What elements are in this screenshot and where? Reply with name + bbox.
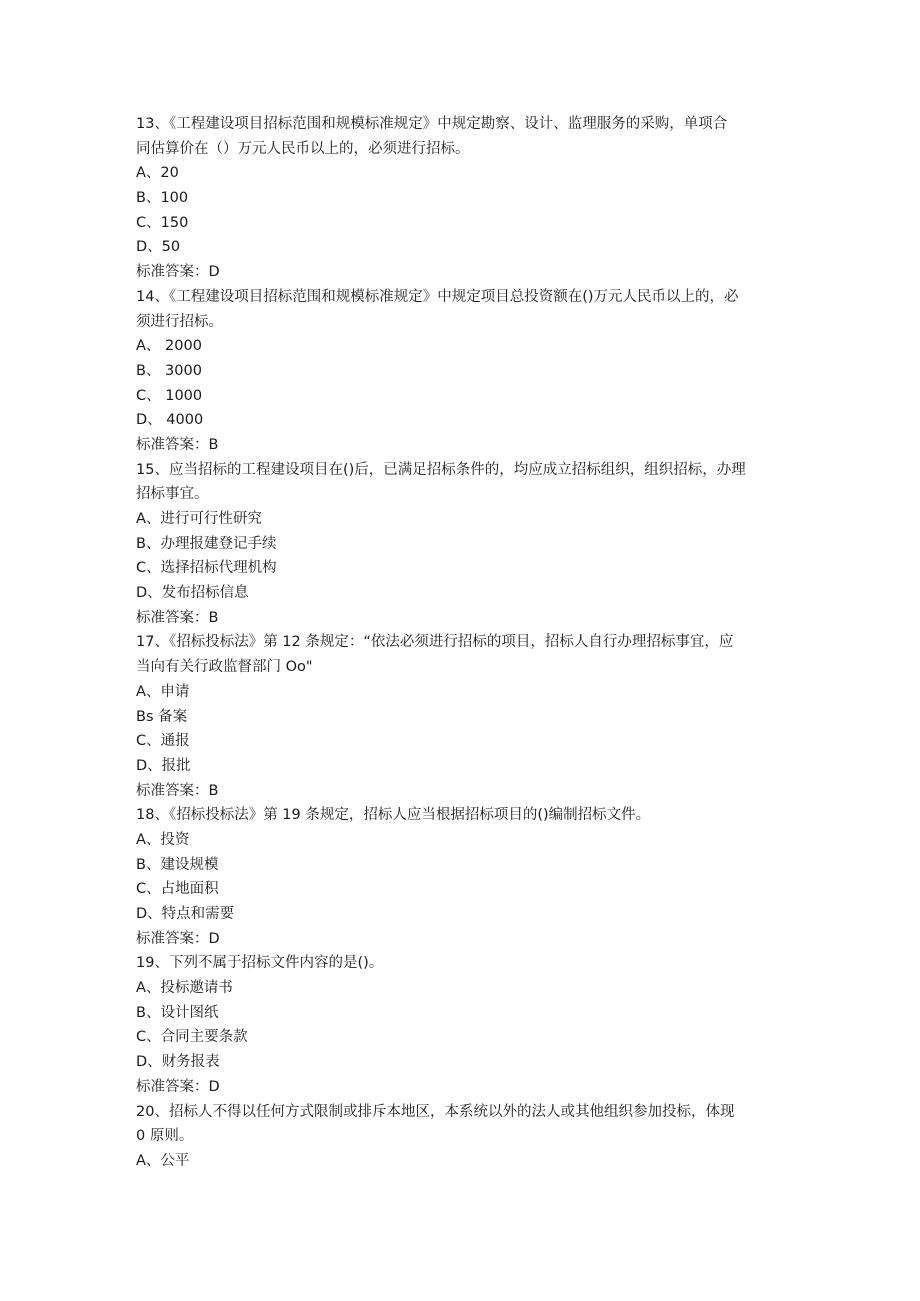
- question-text-line: 14、《工程建设项目招标范围和规模标准规定》中规定项目总投资额在()万元人民币以上的，必: [136, 288, 739, 305]
- question-text-line: 13、《工程建设项目招标范围和规模标准规定》中规定勘察、设计、监理服务的采购，单项合: [136, 116, 728, 132]
- option-c: C、占地面积: [136, 881, 219, 898]
- option-b: B、建设规模: [136, 856, 219, 873]
- standard-answer: 标准答案：D: [136, 1078, 220, 1095]
- question-14: [136, 285, 786, 458]
- option-b: Bs 备案: [136, 708, 188, 725]
- question-text-line: 18、《招标投标法》第 19 条规定，招标人应当根据招标项目的()编制招标文件。: [136, 807, 651, 824]
- option-a: A、投标邀请书: [136, 980, 233, 997]
- option-a: A、申请: [136, 683, 190, 700]
- standard-answer: 标准答案：D: [136, 930, 220, 947]
- document-page: [136, 112, 786, 1174]
- question-17: [136, 630, 786, 803]
- option-d: D、报批: [136, 757, 191, 774]
- option-d: D、 4000: [136, 412, 204, 429]
- option-a: A、投资: [136, 831, 190, 848]
- question-19: [136, 951, 786, 1099]
- option-a: A、20: [136, 165, 179, 182]
- standard-answer: 标准答案：B: [136, 436, 219, 453]
- question-text-line: 0 原则。: [136, 1128, 194, 1145]
- option-c: C、通报: [136, 733, 190, 750]
- question-text-line: 当向有关行政监督部门 Oo": [136, 659, 313, 676]
- option-c: C、合同主要条款: [136, 1029, 248, 1046]
- question-text-line: 须进行招标。: [136, 313, 223, 330]
- option-a: A、 2000: [136, 338, 202, 355]
- question-20: [136, 1100, 786, 1174]
- standard-answer: 标准答案：B: [136, 609, 219, 626]
- question-text-line: 17、《招标投标法》第 12 条规定：“依法必须进行招标的项目，招标人自行办理招标事宜，应: [136, 634, 734, 651]
- option-c: C、选择招标代理机构: [136, 560, 277, 577]
- option-a: A、进行可行性研究: [136, 511, 262, 527]
- option-d: D、特点和需要: [136, 906, 235, 922]
- question-text-line: 15、应当招标的工程建设项目在()后，已满足招标条件的，均应成立招标组织，组织招标，办理: [136, 461, 746, 478]
- standard-answer: 标准答案：D: [136, 264, 220, 281]
- question-18: [136, 803, 786, 951]
- option-c: C、 1000: [136, 387, 203, 404]
- question-13: [136, 112, 786, 285]
- question-text-line: 19、下列不属于招标文件内容的是()。: [136, 955, 384, 972]
- question-text-line: 20、招标人不得以任何方式限制或排斥本地区，本系统以外的法人或其他组织参加投标，体现: [136, 1103, 735, 1120]
- question-15: [136, 458, 786, 631]
- question-text-line: 招标事宜。: [136, 486, 209, 503]
- option-d: D、发布招标信息: [136, 585, 249, 602]
- option-b: B、 3000: [136, 362, 202, 379]
- option-c: C、150: [136, 214, 189, 231]
- option-d: D、财务报表: [136, 1054, 220, 1071]
- option-b: B、办理报建登记手续: [136, 535, 277, 552]
- option-b: B、100: [136, 190, 189, 207]
- option-a: A、公平: [136, 1152, 190, 1169]
- standard-answer: 标准答案：B: [136, 782, 219, 799]
- option-b: B、设计图纸: [136, 1004, 219, 1021]
- question-text-line: 同估算价在（）万元人民币以上的，必须进行招标。: [136, 140, 470, 157]
- option-d: D、50: [136, 239, 181, 256]
